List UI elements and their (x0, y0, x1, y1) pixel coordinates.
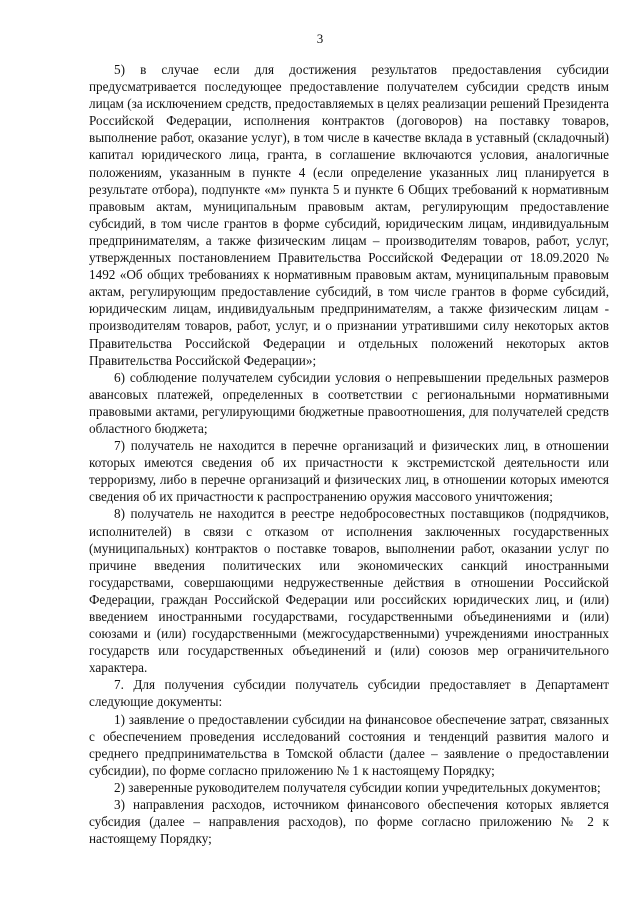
paragraph-item-7: 7) получатель не находится в перечне организаций и физических лиц, в отношении которых имеются сведения об их причастности к экстремистской деятельности или терроризму, либо в перечне организаций и физических лиц, в отношении которых имеются сведения об их причастности к распространению оружия массового уничтожения; (89, 438, 609, 505)
document-body (89, 61, 609, 847)
paragraph-doc-1: 1) заявление о предоставлении субсидии на финансовое обеспечение затрат, связанных с обеспечением проведения исследований состояния и тенденций развития малого и среднего предпринимательства в Томской области (далее – заявление о предоставлении субсидии), по форме согласно приложению № 1 к настоящему Порядку; (89, 711, 609, 778)
paragraph-item-6: 6) соблюдение получателем субсидии условия о непревышении предельных размеров авансовых платежей, определенных в соответствии с региональными нормативными правовыми актами, регулирующими бюджетные правоотношения, для получателей средств областного бюджета; (89, 369, 609, 436)
paragraph-doc-3: 3) направления расходов, источником финансового обеспечения которых является субсидия (далее – направления расходов), по форме согласно приложению № 2 к настоящему Порядку; (89, 797, 609, 847)
paragraph-item-5: 5) в случае если для достижения результатов предоставления субсидии предусматривается последующее предоставление получателем субсидии средств иным лицам (за исключением средств, предоставляемых в целях реализации решений Президента Российской Федерации, исполнения контрактов (договоров) на поставку товаров, выполнение работ, оказание услуг), в том числе в качестве вклада в уставный (складочный) капитал юридического лица, гранта, в соглашение включаются условия, аналогичные положениям, указанным в пункте 4 (если определение указанных лиц планируется в результате отбора), подпункте «м» пункта 5 и пункте 6 Общих требований к нормативным правовым актам, муниципальным правовым актам, регулирующим предоставление субсидий, в том числе грантов в форме субсидий, юридическим лицам, индивидуальным предпринимателям, а также физическим лицам – производителям товаров, работ, услуг, утвержденных постановлением Правительства Российской Федерации от 18.09.2020 № 1492 «Об общих требованиях к нормативным правовым актам, муниципальным правовым актам, регулирующим предоставление субсидий, в том числе грантов в форме субсидий, юридическим лицам, индивидуальным предпринимателям, а также физическим лицам - производителям товаров, работ, услуг, и о признании утратившими силу некоторых актов Правительства Российской Федерации и отдельных положений некоторых актов Правительства Российской Федерации»; (89, 62, 609, 368)
paragraph-doc-2: 2) заверенные руководителем получателя субсидии копии учредительных документов; (114, 779, 601, 795)
paragraph-clause-7: 7. Для получения субсидии получатель субсидии предоставляет в Департамент следующие документы: (89, 677, 609, 710)
page-number: 3 (316, 31, 324, 46)
paragraph-item-8: 8) получатель не находится в реестре недобросовестных поставщиков (подрядчиков, исполнителей) в связи с отказом от исполнения заключенных государственных (муниципальных) контрактов о поставке товаров, выполнении работ, оказании услуг по причине введения политических или экономических санкций иностранными государствами, совершающими недружественные действия в отношении Российской Федерации, граждан Российской Федерации или российских юридических лиц, и (или) введением иностранными государствами, государственными объединениями и (или) союзами и (или) государственными (межгосударственными) учреждениями иностранных государств или государственных объединений и (или) союзов мер ограничительного характера. (89, 506, 609, 676)
